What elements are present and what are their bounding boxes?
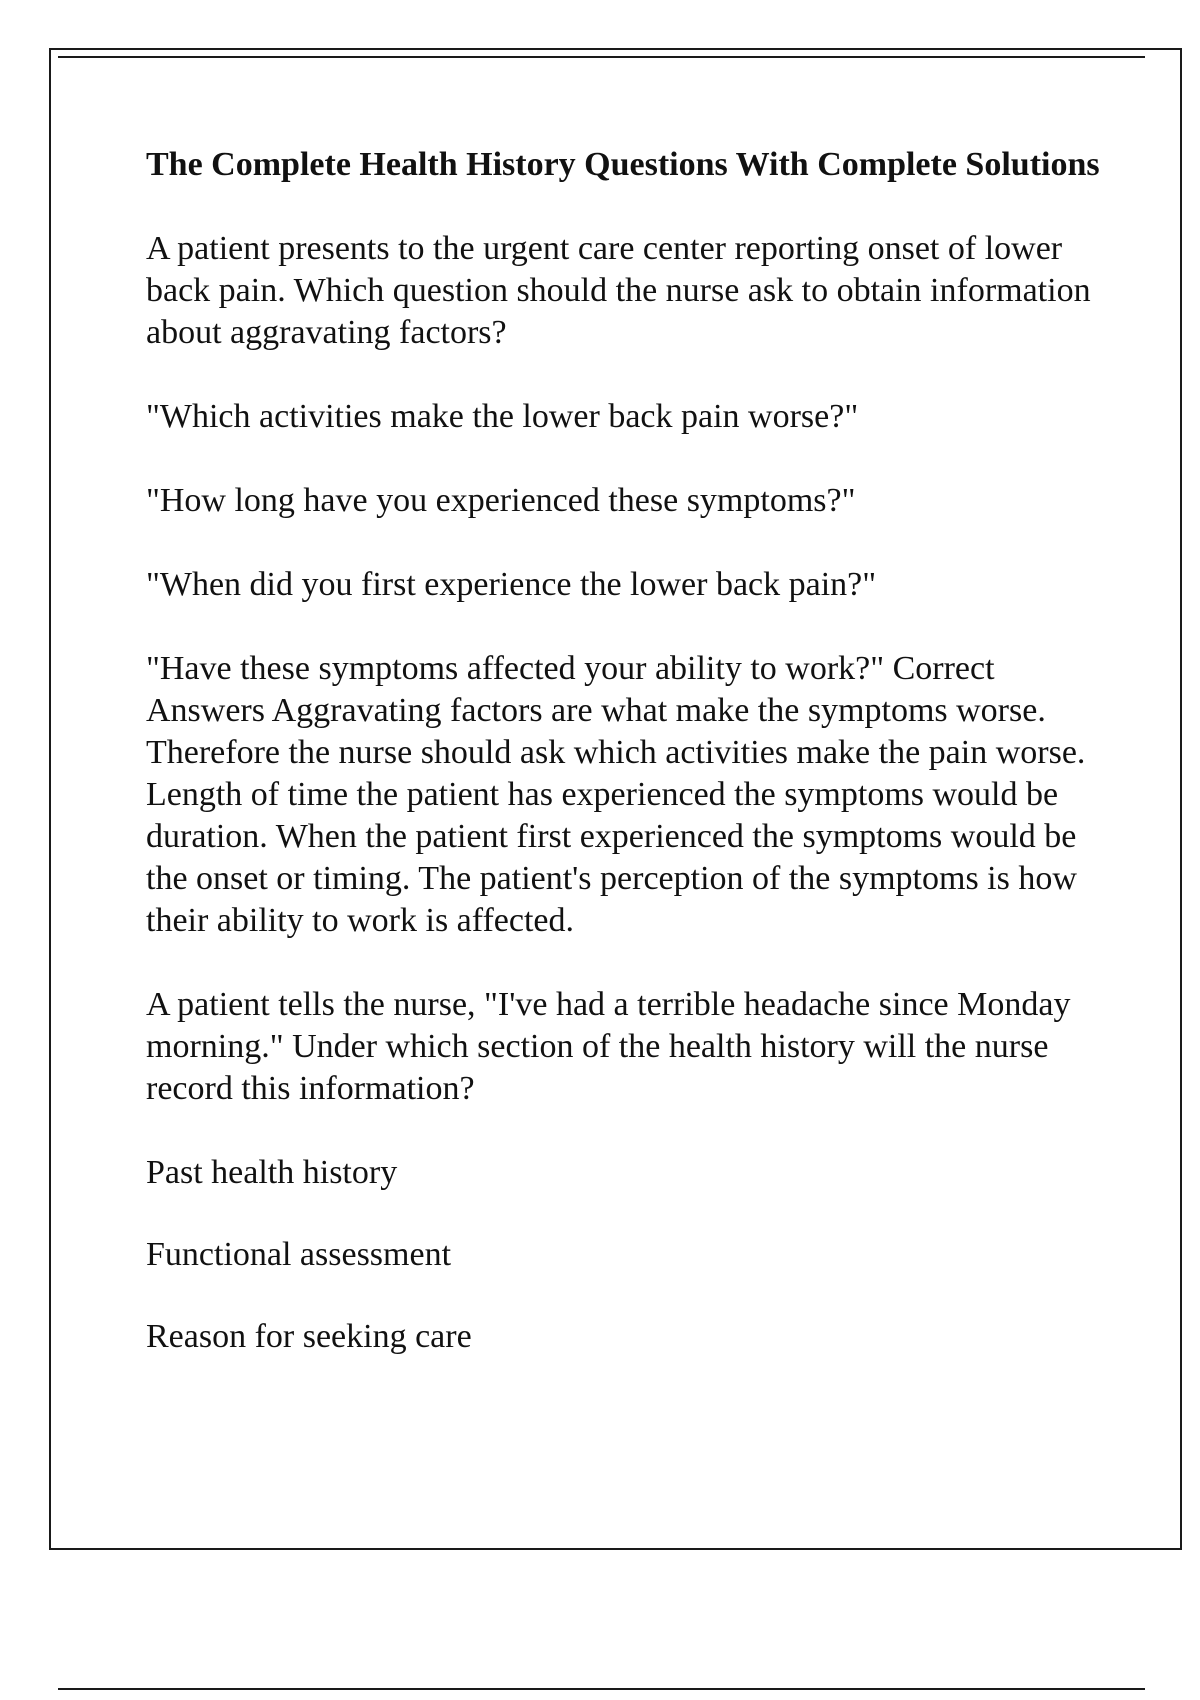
top-rule bbox=[58, 56, 1145, 58]
question-1-stem: A patient presents to the urgent care center reporting onset of lower back pain. Which question should the nurse ask to obtain information about aggravating factors? bbox=[146, 230, 1091, 351]
question-2-option-a: Past health history bbox=[146, 1154, 398, 1191]
question-2-option-b: Functional assessment bbox=[146, 1236, 452, 1273]
question-1-option-a: "Which activities make the lower back pain worse?" bbox=[146, 398, 859, 435]
document-body bbox=[146, 144, 1106, 1400]
question-1-option-b: "How long have you experienced these symptoms?" bbox=[146, 482, 856, 519]
question-1-option-d-and-answer: "Have these symptoms affected your ability to work?" Correct Answers Aggravating factors are what make the symptoms worse. Therefore the nurse should ask which activities make the pain worse. Length of time the patient has experienced the symptoms would be duration. When the patient first experienced the symptoms would be the onset or timing. The patient's perception of the symptoms is how their ability to work is affected. bbox=[146, 650, 1086, 939]
document-title: The Complete Health History Questions With Complete Solutions bbox=[146, 146, 1100, 183]
bottom-rule bbox=[58, 1688, 1145, 1690]
question-2-option-c: Reason for seeking care bbox=[146, 1318, 472, 1355]
question-1-option-c: "When did you first experience the lower back pain?" bbox=[146, 566, 877, 603]
question-2-stem: A patient tells the nurse, "I've had a terrible headache since Monday morning." Under which section of the health history will the nurse record this information? bbox=[146, 986, 1071, 1107]
